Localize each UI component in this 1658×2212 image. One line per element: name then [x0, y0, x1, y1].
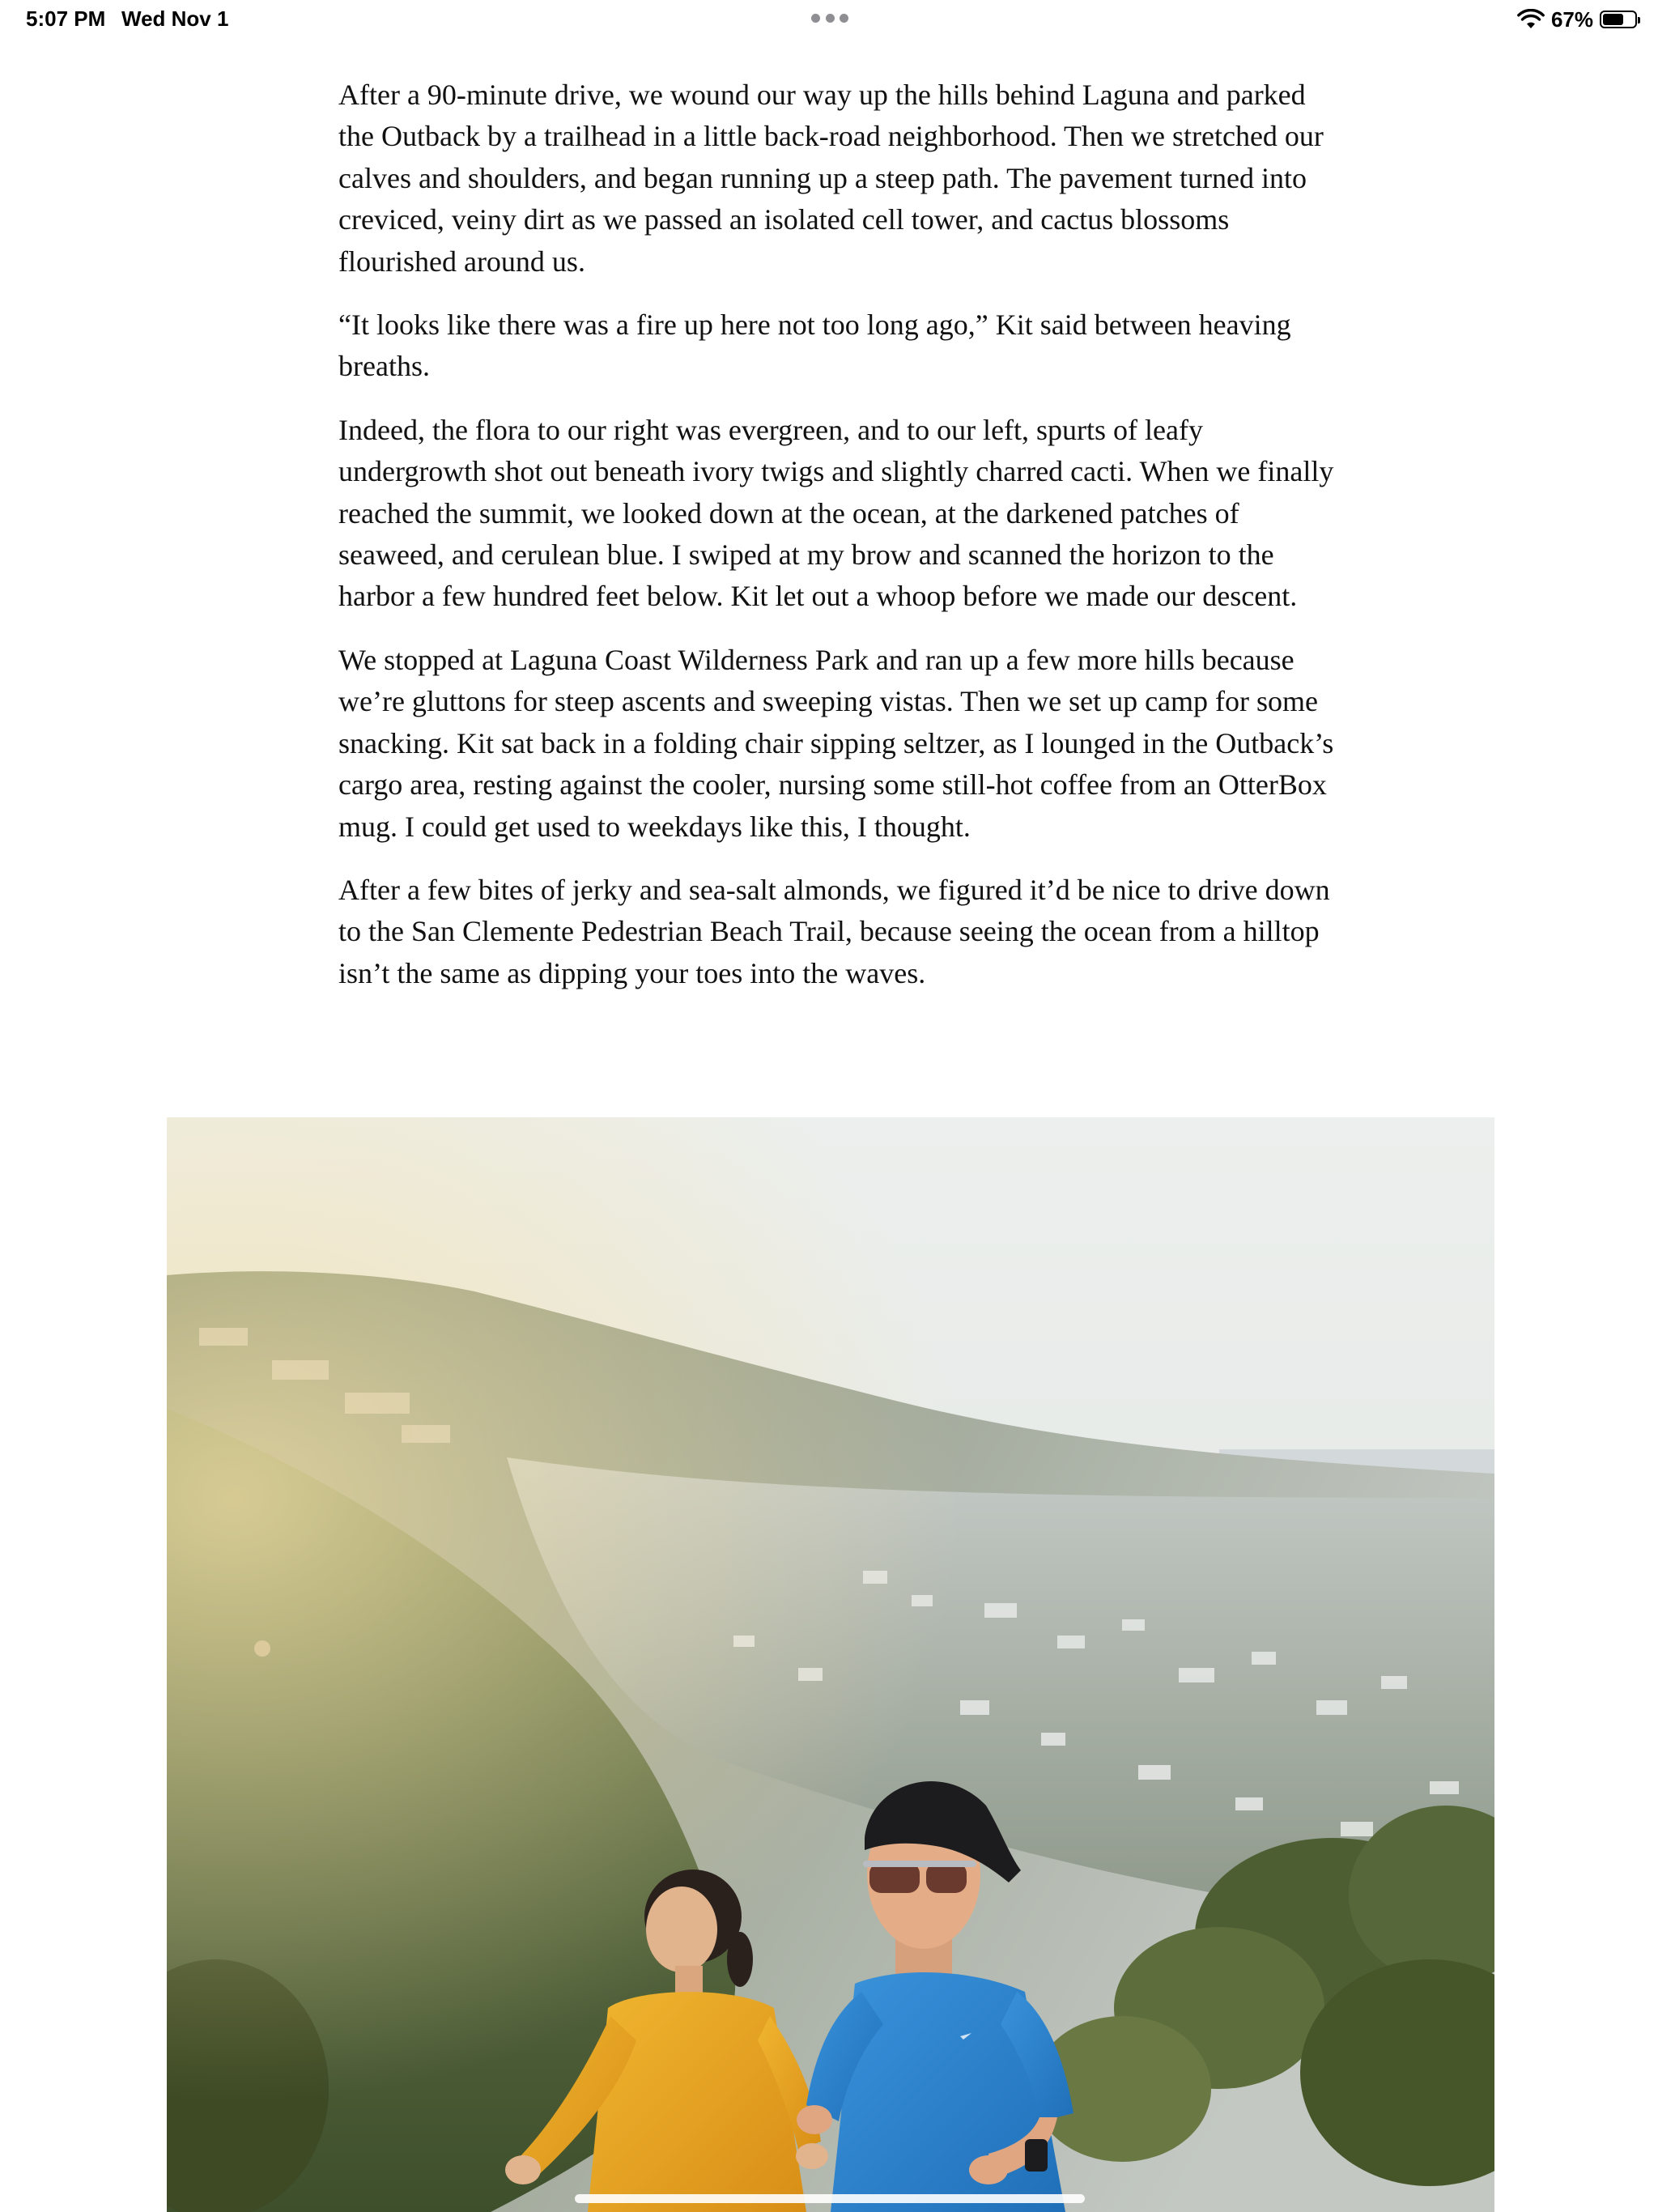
article-paragraph: “It looks like there was a fire up here not too long ago,” Kit said between heaving breaths.: [338, 308, 1291, 383]
dot: [811, 14, 820, 23]
article-photo: [167, 1117, 1494, 2212]
article-paragraph: Indeed, the flora to our right was evergreen, and to our left, spurts of leafy undergrowth shot out beneath ivory twigs and slightly charred cacti. When we finally reached the summit, we looked down at the ocean, at the darkened patches of seaweed, and cerulean blue. I swiped at my brow and scanned the horizon to the harbor a few hundred feet below. Kit let out a whoop before we made our descent.: [338, 413, 1334, 613]
dot: [826, 14, 835, 23]
runners-photo-illustration: [167, 1117, 1494, 2212]
status-time: 5:07 PM: [26, 6, 106, 31]
home-indicator[interactable]: [575, 2194, 1085, 2203]
article-paragraph: After a few bites of jerky and sea-salt almonds, we figured it’d be nice to drive down to the San Clemente Pedestrian Beach Trail, because seeing the ocean from a hilltop isn’t the same as dipping your toes into the waves.: [338, 873, 1330, 989]
status-bar: [0, 0, 1658, 39]
dot: [840, 14, 848, 23]
status-indicators: [1517, 5, 1637, 34]
article-body: [338, 74, 1342, 1016]
battery-percentage: 67%: [1550, 6, 1593, 32]
battery-level: [1603, 14, 1623, 25]
wifi-icon: [1517, 9, 1545, 30]
lens-flare: [254, 1640, 270, 1657]
multitasking-dots-icon[interactable]: [811, 13, 848, 23]
battery-icon: [1600, 11, 1637, 28]
status-date: Wed Nov 1: [121, 6, 229, 31]
article-paragraph: We stopped at Laguna Coast Wilderness Park and ran up a few more hills because we’re gluttons for steep ascents and sweeping vistas. Then we set up camp for some snacking. Kit sat back in a folding chair sipping seltzer, as I lounged in the Outback’s cargo area, resting against the cooler, nursing some still-hot coffee from an OtterBox mug. I could get used to weekdays like this, I thought.: [338, 643, 1334, 843]
article-paragraph: After a 90-minute drive, we wound our way up the hills behind Laguna and parked the Outback by a trailhead in a little back-road neighborhood. Then we stretched our calves and shoulders, and began running up a steep path. The pavement turned into creviced, veiny dirt as we passed an isolated cell tower, and cactus blossoms flourished around us.: [338, 79, 1324, 278]
